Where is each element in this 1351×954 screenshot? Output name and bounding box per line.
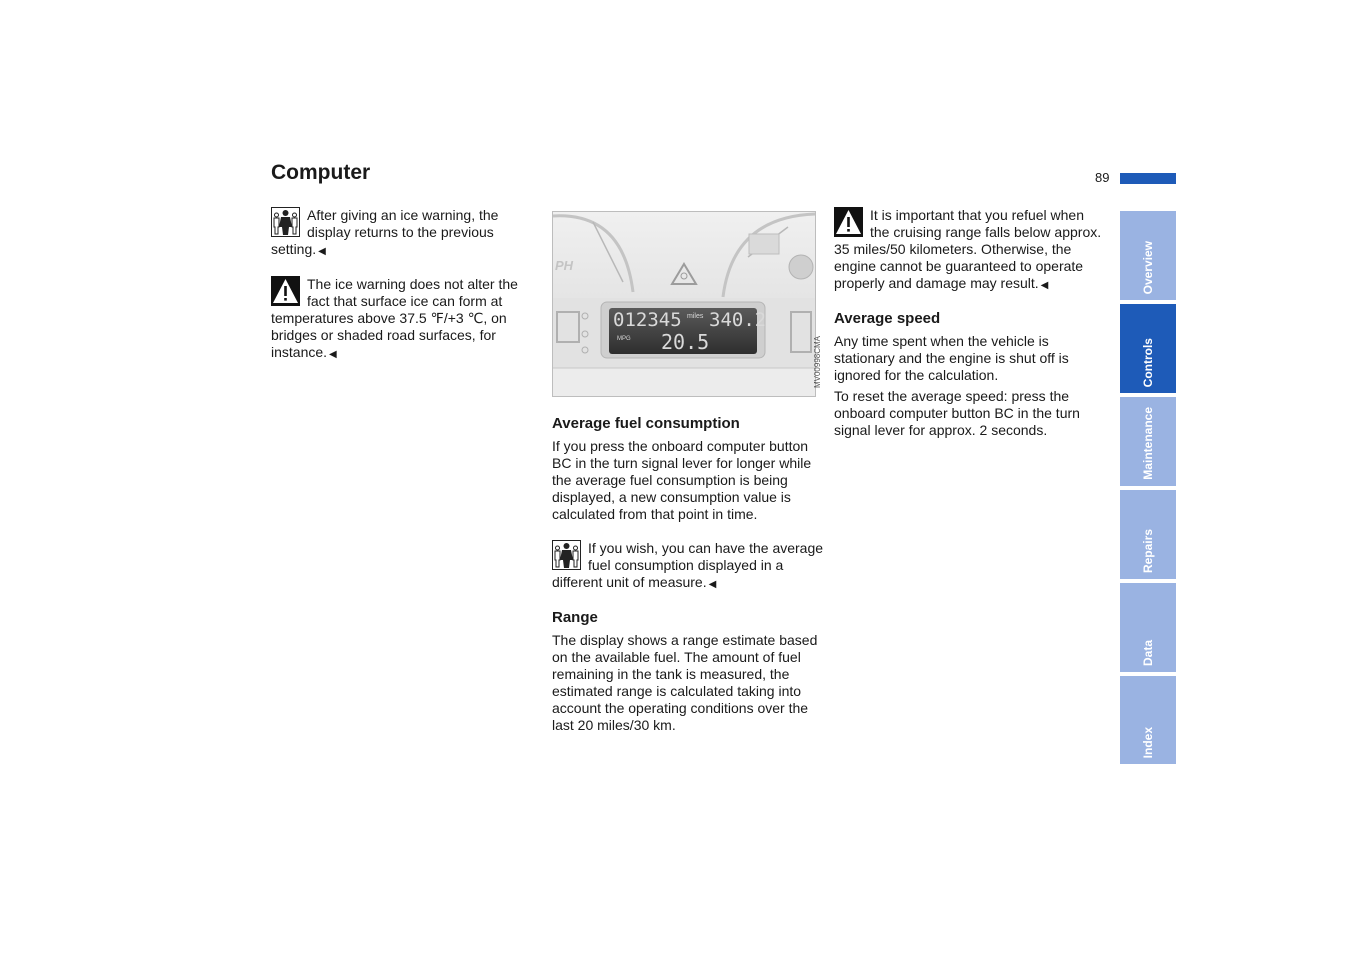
lcd-miles-label: miles <box>687 313 704 320</box>
end-mark-icon: ◀ <box>329 349 337 360</box>
note-block <box>271 207 541 260</box>
tab-repairs[interactable] <box>1120 490 1176 579</box>
note-text: After giving an ice warning, the display returns to the previous setting. <box>271 207 499 257</box>
tab-label: Data <box>1141 639 1155 666</box>
warning-block <box>834 207 1106 294</box>
note-block <box>552 540 824 593</box>
section-heading-avg-fuel: Average fuel consumption <box>552 415 740 432</box>
tab-maintenance[interactable] <box>1120 397 1176 486</box>
warning-text: It is important that you refuel when the cruising range falls below approx. 35 miles/50 kilometers. Otherwise, the engine cannot be guaranteed to operate properly and damage may result. <box>834 207 1102 291</box>
note-figure-icon <box>552 540 581 570</box>
lcd-mpg-label: MPG <box>617 336 631 342</box>
lcd-consumption-value: 20.5 <box>661 330 710 354</box>
paragraph: Any time spent when the vehicle is stationary and the engine is shut off is ignored for the calculation. <box>834 333 1069 383</box>
page-number-bar <box>1120 173 1176 184</box>
section-heading-avg-speed: Average speed <box>834 310 941 327</box>
section-heading-range: Range <box>552 609 598 626</box>
tab-label: Maintenance <box>1141 407 1155 480</box>
column-right <box>834 207 1106 439</box>
tab-data[interactable] <box>1120 583 1176 672</box>
warning-triangle-icon <box>834 207 863 237</box>
lcd-odometer: 012345 <box>613 309 682 331</box>
tab-overview[interactable] <box>1120 211 1176 300</box>
tab-index[interactable] <box>1120 676 1176 764</box>
figure-code-text: MV00998CMA <box>813 336 822 389</box>
tab-label: Repairs <box>1141 528 1155 573</box>
instrument-cluster-illustration <box>553 212 815 396</box>
gauge-unit-fragment: PH <box>555 258 574 273</box>
paragraph: The display shows a range estimate based on the available fuel. The amount of fuel remaining in the tank is measured, the estimated range is calculated taking into account the operating conditions over the last 20 miles/30 km. <box>552 632 818 733</box>
figure-code <box>813 336 827 396</box>
note-text: If you wish, you can have the average fuel consumption displayed in a different unit of measure. <box>552 540 824 590</box>
column-middle <box>552 415 824 734</box>
end-mark-icon: ◀ <box>708 579 717 590</box>
column-left <box>271 207 541 363</box>
instrument-cluster-image <box>552 211 816 397</box>
end-mark-icon: ◀ <box>1040 280 1049 291</box>
note-figure-icon <box>271 207 300 237</box>
page-title: Computer <box>271 161 371 184</box>
tab-label: Controls <box>1141 337 1155 387</box>
page-number: 89 <box>1095 170 1110 185</box>
warning-text: The ice warning does not alter the fact that surface ice can form at temperatures above 37.5 ℉/+3 ℃, on bridges or shaded road surfaces, for instance. <box>271 276 518 360</box>
warning-block <box>271 276 541 363</box>
warning-triangle-icon <box>271 276 300 306</box>
lcd-range-value: 340.2 <box>709 309 767 331</box>
end-mark-icon: ◀ <box>318 246 326 257</box>
tab-label: Overview <box>1141 240 1155 294</box>
paragraph: To reset the average speed: press the onboard computer button BC in the turn signal lever for approx. 2 seconds. <box>834 388 1080 438</box>
paragraph: If you press the onboard computer button BC in the turn signal lever for longer while the average fuel consumption is being displayed, a new consumption value is calculated from that point in time. <box>552 438 812 522</box>
tab-controls[interactable] <box>1120 304 1176 393</box>
tab-label: Index <box>1141 726 1155 758</box>
